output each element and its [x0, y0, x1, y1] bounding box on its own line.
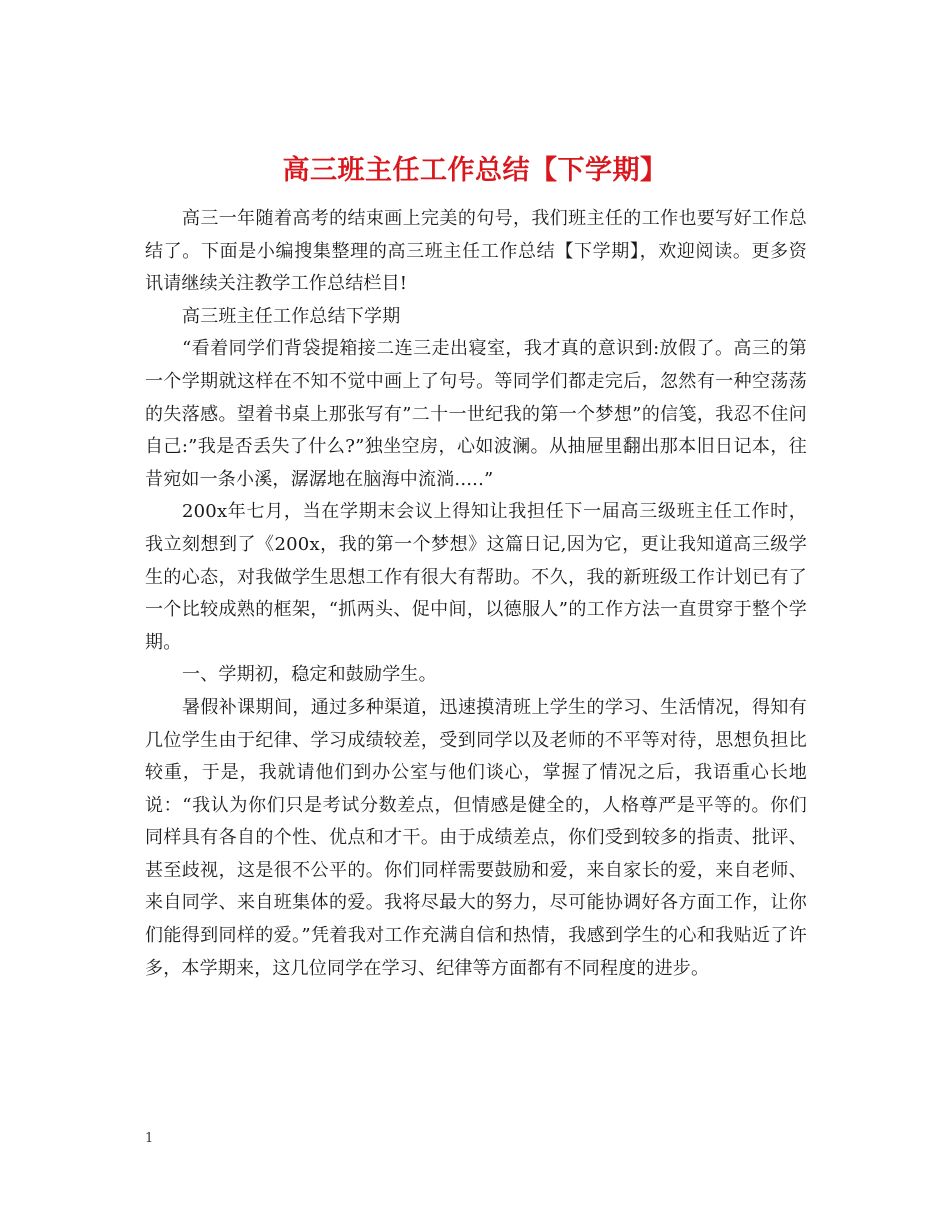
section-one-paragraph: 暑假补课期间，通过多种渠道，迅速摸清班上学生的学习、生活情况，得知有几位学生由于纪律、学习成绩较差，受到同学以及老师的不平等对待，思想负担比较重，于是，我就请他们到办公室与他们谈心，掌握了情况之后，我语重心长地说：“我认为你们只是考试分数差点，但情感是健全的，人格尊严是平等的。你们同样具有各自的个性、优点和才干。由于成绩差点，你们受到较多的指责、批评、甚至歧视，这是很不公平的。你们同样需要鼓励和爱，来自家长的爱，来自老师、来自同学、来自班集体的爱。我将尽最大的努力，尽可能协调好各方面工作，让你们能得到同样的爱。”凭着我对工作充满自信和热情，我感到学生的心和我贴近了许多，本学期来，这几位同学在学习、纪律等方面都有不同程度的进步。 — [145, 696, 807, 979]
page-number: 1 — [145, 1131, 154, 1146]
section-heading-one: 一、学期初，稳定和鼓励学生。 — [182, 664, 437, 686]
document-title: 高三班主任工作总结【下学期】 — [282, 155, 668, 187]
section-subtitle: 高三班主任工作总结下学期 — [182, 305, 401, 327]
background-paragraph: 200x年七月，当在学期末会议上得知让我担任下一届高三级班主任工作时，我立刻想到了《200x，我的第一个梦想》这篇日记,因为它，更让我知道高三级学生的心态，对我做学生思想工作有很大有帮助。不久，我的新班级工作计划已有了一个比较成熟的框架，“抓两头、促中间，以德服人”的工作方法一直贯穿于整个学期。 — [145, 501, 807, 653]
intro-paragraph: 高三一年随着高考的结束画上完美的句号，我们班主任的工作也要写好工作总结了。下面是小编搜集整理的高三班主任工作总结【下学期】，欢迎阅读。更多资讯请继续关注教学工作总结栏目! — [145, 208, 807, 295]
quote-paragraph: “看着同学们背袋提箱接二连三走出寝室，我才真的意识到:放假了。高三的第一个学期就这样在不知不觉中画上了句号。等同学们都走完后，忽然有一种空荡荡的失落感。望着书桌上那张写有”二十一世纪我的第一个梦想”的信笺，我忍不住问自己:”我是否丢失了什么?”独坐空房，心如波澜。从抽屉里翻出那本旧日记本，往昔宛如一条小溪，潺潺地在脑海中流淌.....” — [145, 338, 807, 490]
document-body — [145, 203, 807, 985]
